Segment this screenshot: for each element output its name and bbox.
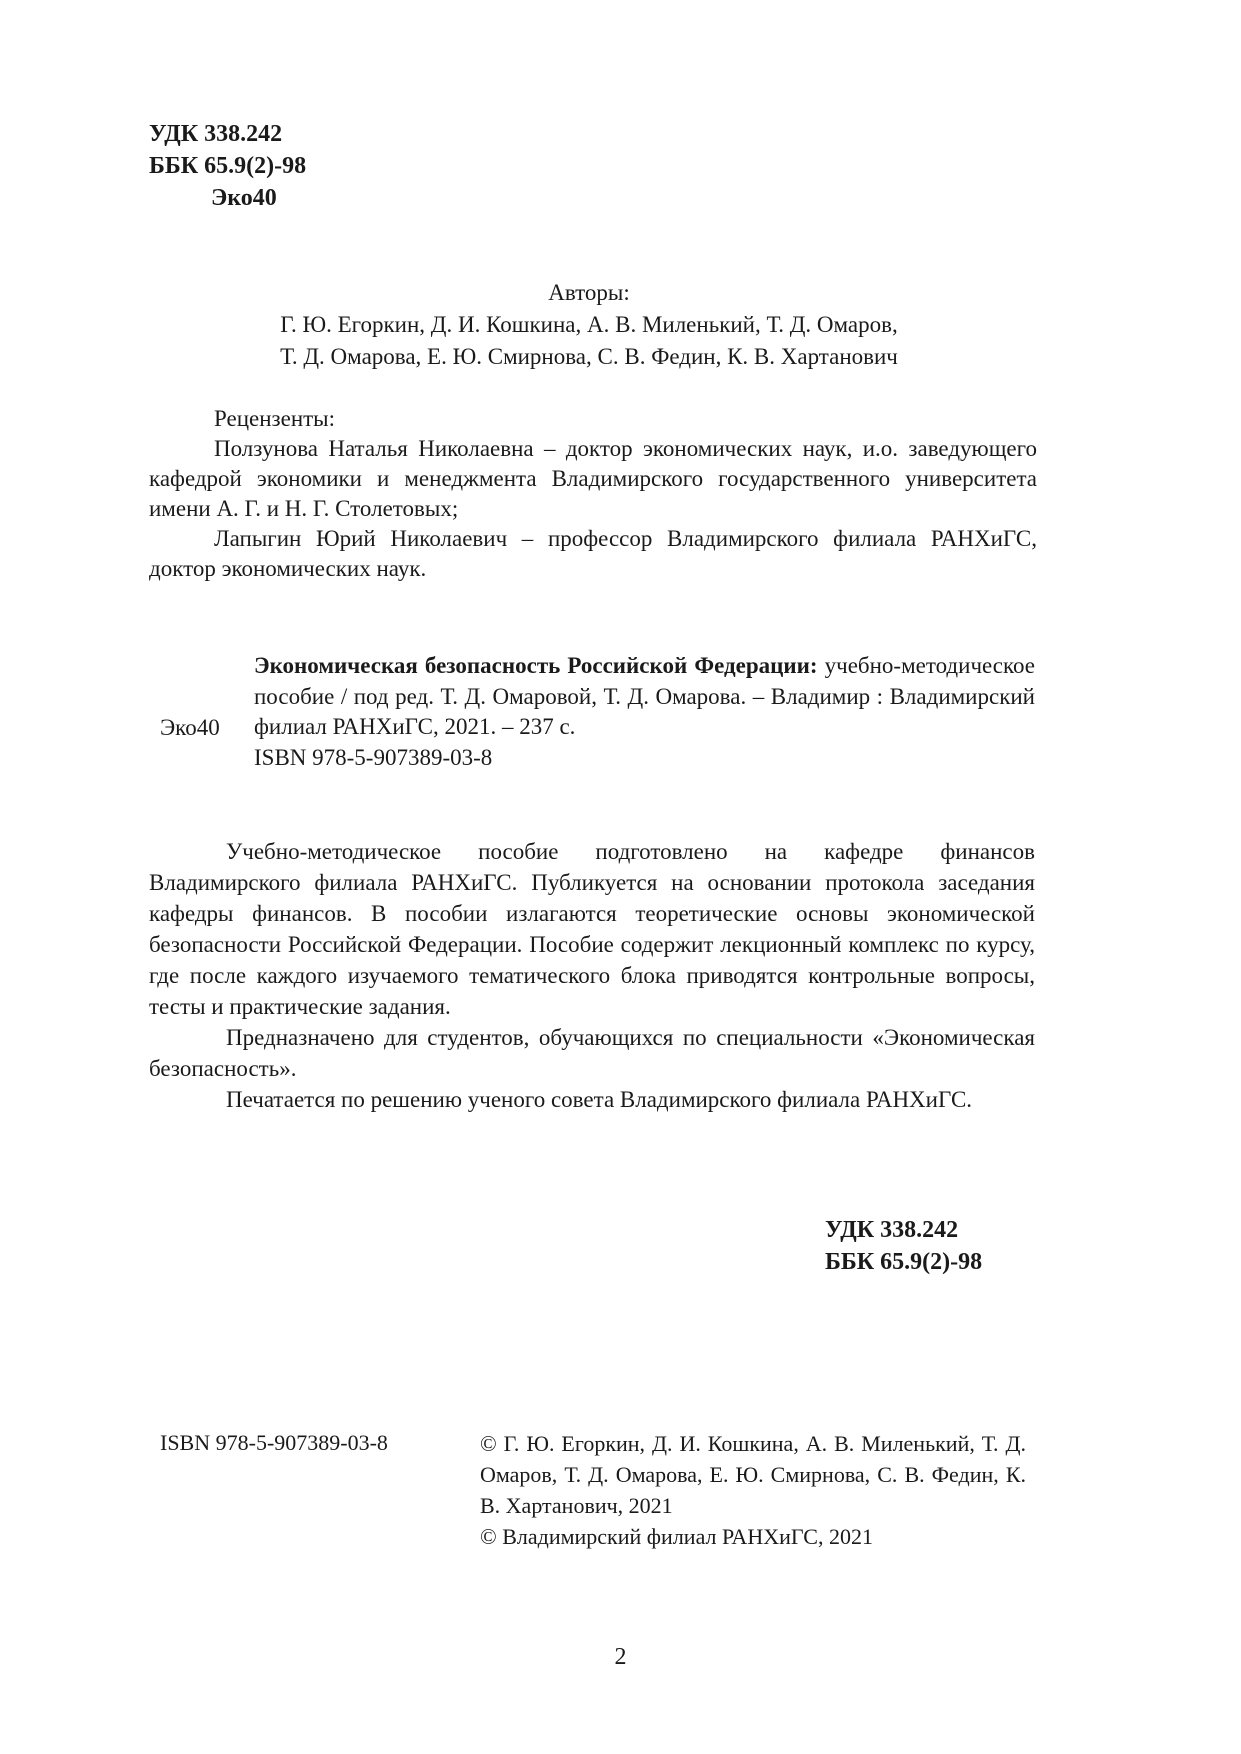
bottom-udk-code: УДК 338.242	[825, 1217, 959, 1243]
isbn-number: ISBN 978-5-907389-03-8	[160, 1430, 388, 1455]
reviewer-1: Ползунова Наталья Николаевна – доктор экономических наук, и.о. заведующего кафедрой экономики и менеджмента Владимирского государственного университета имени А. Г. и Н. Г. Столетовых;	[149, 436, 1037, 521]
top-udk-code: УДК 338.242	[149, 121, 283, 147]
authors-line-2: Т. Д. Омарова, Е. Ю. Смирнова, С. В. Федин, К. В. Хартанович	[280, 344, 898, 369]
authors-block	[149, 277, 1029, 373]
reviewers-heading: Рецензенты:	[214, 406, 336, 431]
annotation-paragraph-2: Предназначено для студентов, обучающихся по специальности «Экономическая безопасность».	[149, 1025, 1035, 1081]
authors-heading: Авторы:	[548, 280, 630, 305]
page-number: 2	[614, 1644, 627, 1670]
bottom-classification-codes	[825, 1214, 982, 1278]
top-bbk-code: ББК 65.9(2)-98	[149, 153, 307, 179]
book-isbn: ISBN 978-5-907389-03-8	[254, 744, 493, 770]
annotation-block	[149, 836, 1035, 1115]
copyright-authors: © Г. Ю. Егоркин, Д. И. Кошкина, А. В. Миленький, Т. Д. Омаров, Т. Д. Омарова, Е. Ю. Смирнова, С. В. Федин, К. В. Хартанович, 2021	[480, 1431, 1026, 1518]
annotation-paragraph-1: Учебно-методическое пособие подготовлено на кафедре финансов Владимирского филиала РАНХиГС. Публикуется на основании протокола заседания кафедры финансов. В пособии излагаются теоретические основы экономической безопасности Российской Федерации. Пособие содержит лекционный комплекс по курсу, где после каждого изучаемого тематического блока приводятся контрольные вопросы, тесты и практические задания.	[149, 839, 1035, 1019]
bibliographic-record	[254, 651, 1035, 773]
top-classification-codes	[149, 118, 306, 214]
biblio-author-mark: Эко40	[160, 715, 220, 740]
reviewer-2: Лапыгин Юрий Николаевич – профессор Владимирского филиала РАНХиГС, доктор экономических наук.	[149, 526, 1037, 581]
book-title: Экономическая безопасность Российской Федерации:	[254, 653, 818, 678]
copyright-block	[480, 1428, 1026, 1552]
annotation-paragraph-3: Печатается по решению ученого совета Владимирского филиала РАНХиГС.	[226, 1087, 973, 1112]
reviewers-block	[149, 404, 1037, 584]
copyright-publisher: © Владимирский филиал РАНХиГС, 2021	[480, 1524, 873, 1549]
bottom-bbk-code: ББК 65.9(2)-98	[825, 1249, 983, 1275]
authors-line-1: Г. Ю. Егоркин, Д. И. Кошкина, А. В. Миленький, Т. Д. Омаров,	[280, 312, 898, 337]
book-description: учебно-методическое пособие / под ред. Т. Д. Омаровой, Т. Д. Омарова. – Владимир : Владимирский филиал РАНХиГС, 2021. – 237 с.	[254, 653, 1035, 739]
top-author-mark: Эко40	[211, 185, 277, 211]
